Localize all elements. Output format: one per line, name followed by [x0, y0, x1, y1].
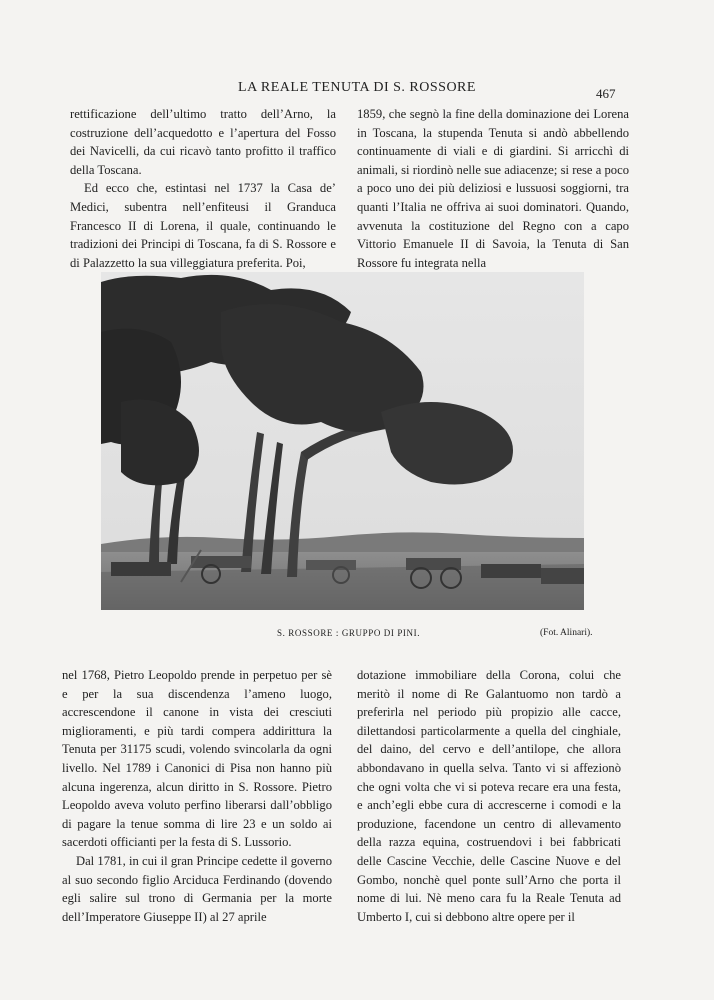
- figure-caption: S. ROSSORE : GRUPPO DI PINI.: [277, 628, 421, 638]
- text-column-top-right: [357, 105, 629, 272]
- photo-pine-group: [101, 272, 584, 610]
- text-column-bottom-right: [357, 666, 621, 926]
- page-number: 467: [596, 86, 616, 101]
- paragraph: 1859, che segnò la fine della dominazione dei Lorena in Toscana, la stupenda Tenuta si andò abbellendo continuamente di viali e di giardini. Si arricchì di animali, si riordinò nelle sue adiacenze; si rese a poco a poco uno dei più deliziosi e lussuosi soggiorni, tra quanti l’Italia ne offriva ai suoi dominatori. Quando, avvenuta la costituzione del Regno con a capo Vittorio Emanuele II di Savoia, la Tenuta di San Rossore fu integrata nella: [357, 107, 629, 270]
- text-column-top-left: [70, 105, 336, 272]
- photo-illustration: [101, 272, 584, 610]
- paragraph: rettificazione dell’ultimo tratto dell’Arno, la costruzione dell’acquedotto e l’apertura del Fosso dei Navicelli, da cui ricavò tanto profitto il traffico della Toscana.: [70, 107, 336, 177]
- paragraph: dotazione immobiliare della Corona, colui che meritò il nome di Re Galantuomo non tardò a preferirla nel periodo più propizio alle cacce, dilettandosi particolarmente a quella del cinghiale, del daino, del cervo e dell’antilope, che allora abbondavano in quella selva. Tanto vi si affezionò che ogni volta che vi si poteva recare era una festa, e anch’egli ebbe cura di accrescerne i comodi e la produzione, facendone un centro di allevamento della razza equina, costruendovi i bei fabbricati delle Cascine Vecchie, delle Cascine Nuove e del Gombo, nonchè quel ponte sull’Arno che porta il nome di lui. Nè meno cara fu la Reale Tenuta ad Umberto I, cui si debbono altre opere per il: [357, 668, 621, 924]
- paragraph: Ed ecco che, estintasi nel 1737 la Casa de’ Medici, subentra nell’enfiteusi il Granduca Francesco II di Lorena, il quale, continuando le tradizioni dei Principi di Toscana, fa di S. Rossore e di Palazzetto la sua villeggiatura preferita. Poi,: [70, 181, 336, 270]
- running-title: LA REALE TENUTA DI S. ROSSORE: [238, 80, 476, 95]
- paragraph: Dal 1781, in cui il gran Principe cedette il governo al suo secondo figlio Arciduca Ferdinando (dovendo egli salire sul trono di Germania per la morte dell’Imperatore Giuseppe II) al 27 aprile: [62, 853, 332, 924]
- paragraph: nel 1768, Pietro Leopoldo prende in perpetuo per sè e per la sua discendenza l’ameno luogo, accrescendone il canone in vista dei cresciuti miglioramenti, e più tardi compera addirittura la Tenuta per 31175 scudi, volendo svincolarla da ogni livello. Nel 1789 i Canonici di Pisa non hanno più alcuna ingerenza, alcun diritto in S. Rossore. Pietro Leopoldo aveva voluto perfino liberarsi dall’obbligo di pagare la tenue somma di lire 23 e un soldo ai sacerdoti officianti per la festa di S. Lussorio.: [62, 668, 332, 850]
- photo-credit: (Fot. Alinari).: [540, 628, 593, 638]
- text-column-bottom-left: [62, 666, 332, 926]
